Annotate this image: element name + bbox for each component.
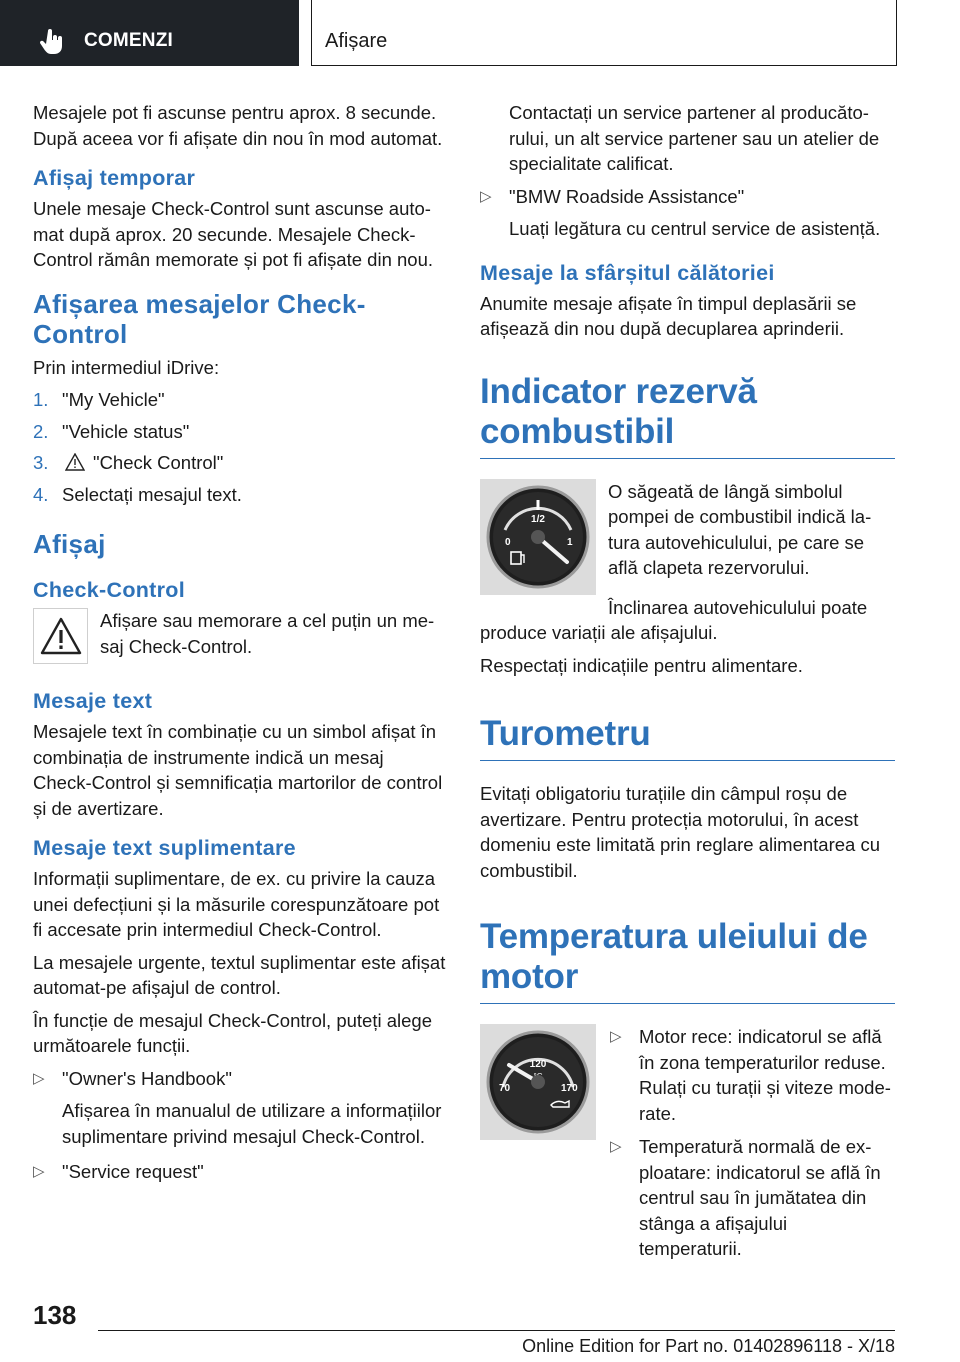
chapter-tab[interactable]: [0, 0, 299, 66]
triangle-bullet-icon: ▷: [33, 1163, 45, 1180]
list-item-text: "Owner's Handbook": [62, 1067, 232, 1089]
list-item-text: Temperatură normală de exploatare: indicatorul se află în centrul sau în jumătatea din stânga a afișajului temperaturii.: [639, 1136, 881, 1259]
end-of-trip-paragraph: Anumite mesaje afișate în timpul deplasării se afișează din nou după decuplarea aprinderii.: [480, 292, 857, 339]
step-item: [33, 450, 447, 476]
triangle-bullet-icon: ▷: [610, 1028, 622, 1045]
text-messages-paragraph: Mesajele text în combinație cu un simbol afișat în combinația de instrumente indică un mesaj Check-Control și semnificația martorilor de control și de avertizare.: [33, 721, 443, 819]
fuel-gauge-icon: [483, 482, 593, 592]
heading-display-check-control: Afișarea mesajelor Check-Control: [33, 288, 366, 349]
warning-triangle-icon: [39, 616, 83, 656]
oil-gauge-label-mid: 120: [529, 1059, 547, 1070]
idrive-paragraph: Prin intermediul iDrive:: [33, 356, 220, 378]
oil-temperature-gauge-icon: [483, 1027, 593, 1137]
footer-divider: [98, 1330, 895, 1331]
fuel-section-heading-block: [480, 372, 895, 459]
heading-temporary-display: Afișaj temporar: [33, 166, 196, 190]
temporary-display-paragraph: Unele mesaje Check-Control sunt ascunse automat după aprox. 20 secunde. Mesajele Check-Control rămân memorate și pot fi afișate din nou.: [33, 198, 433, 270]
heading-fuel-reserve: Indicator rezervă combustibil: [480, 371, 757, 451]
fuel-gauge-image: [480, 479, 596, 595]
list-item: [480, 184, 895, 210]
left-column: [33, 100, 447, 1192]
step-text: "My Vehicle": [62, 389, 165, 410]
step-item: [33, 482, 447, 508]
list-item-text: "BMW Roadside Assistance": [509, 185, 745, 207]
warning-triangle-icon: [65, 453, 85, 471]
step-item: [33, 419, 447, 445]
section-title: Afișare: [325, 30, 388, 52]
list-item: [33, 1159, 447, 1185]
heading-oil-temperature: Temperatura uleiului de motor: [480, 917, 868, 996]
oil-gauge-label-low: 70: [499, 1083, 511, 1094]
heading-text-messages: Mesaje text: [33, 689, 153, 713]
fuel-gauge-figure: [480, 479, 895, 595]
oil-section-heading-block: [480, 917, 895, 1004]
list-item: [610, 1134, 895, 1262]
triangle-bullet-icon: ▷: [480, 187, 492, 205]
check-control-paragraph: Afișare sau memorare a cel puțin un mesaj Check-Control.: [100, 610, 435, 657]
step-number: 2.: [33, 420, 49, 442]
contact-paragraph: Contactați un service partener al producătorului, un alt service partener sau un atelier de specialitate calificat.: [509, 102, 880, 174]
page-number: 138: [33, 1300, 77, 1330]
heading-tachometer: Turometru: [480, 714, 651, 753]
step-text: "Check Control": [93, 452, 224, 473]
steps-list: [33, 387, 447, 507]
check-control-figure: [33, 608, 447, 666]
right-column: [480, 100, 895, 1275]
step-text: Selectați mesajul text.: [62, 483, 242, 505]
step-item: [33, 387, 447, 413]
list-item-text: Motor rece: indicatorul se află în zona temperaturilor reduse. Rulați cu turații și viteze moderate.: [639, 1026, 891, 1124]
oil-gauge-image: [480, 1024, 596, 1140]
tachometer-paragraph: Evitați obligatoriu turațiile din câmpul roșu de avertizare. Pentru protecția motorului, în acest domeniu este limitată prin reglare alimentarea cu combustibil.: [480, 783, 881, 881]
step-number: 4.: [33, 483, 49, 505]
step-number: 1.: [33, 389, 49, 410]
additional-text-paragraph-1: Informații suplimentare, de ex. cu privire la cauza unei defecțiuni și la măsurile corespunzătoare pot fi accesate prin intermediul Check-Control.: [33, 868, 440, 940]
assistance-list: [480, 184, 895, 242]
list-item-description: Luați legătura cu centrul service de asistență.: [509, 218, 881, 239]
heading-check-control: Check-Control: [33, 578, 186, 602]
list-item: [610, 1024, 895, 1126]
heading-additional-text: Mesaje text suplimentare: [33, 836, 296, 860]
oil-temperature-list: [610, 1024, 895, 1269]
step-number: 3.: [33, 452, 49, 473]
heading-end-of-trip: Mesaje la sfârșitul călătoriei: [480, 260, 775, 285]
fuel-gauge-label-empty: 0: [505, 536, 511, 548]
step-text: "Vehicle status": [62, 420, 190, 442]
function-list: [33, 1066, 447, 1185]
fuel-paragraph-1: O săgeată de lângă simbolul pompei de combustibil indică latura autovehiculului, pe care se află clapeta rezervorului.: [608, 480, 872, 578]
tach-section-heading-block: [480, 714, 895, 761]
oil-gauge-figure: [480, 1024, 895, 1269]
fuel-gauge-label-half: 1/2: [531, 513, 545, 525]
hand-pointer-icon: [38, 27, 66, 55]
oil-gauge-label-high: 170: [561, 1083, 578, 1094]
fuel-paragraph-2: Înclinarea autovehiculului poate produce variații ale afișajului.: [480, 596, 868, 643]
additional-text-paragraph-2: La mesajele urgente, textul suplimentar este afișat automat-pe afișajul de control.: [33, 951, 446, 998]
warning-symbol-box: [33, 608, 88, 664]
heading-display: Afișaj: [33, 529, 106, 559]
section-header-box: [311, 0, 897, 66]
list-item-text: "Service request": [62, 1161, 204, 1182]
triangle-bullet-icon: ▷: [610, 1138, 622, 1155]
list-item-description: Afișarea în manualul de utilizare a informațiilor suplimentare privind mesajul Check-Control.: [62, 1100, 442, 1147]
intro-paragraph: Mesajele pot fi ascunse pentru aprox. 8 secunde. După aceea vor fi afișate din nou în mod automat.: [33, 102, 443, 149]
footer-edition-text: Online Edition for Part no. 01402896118 - X/18: [522, 1336, 895, 1356]
fuel-gauge-label-full: 1: [567, 536, 573, 548]
fuel-paragraph-3: Respectați indicațiile pentru alimentare.: [480, 654, 803, 676]
list-item: [33, 1066, 447, 1092]
additional-text-paragraph-3: În funcție de mesajul Check-Control, puteți alege următoarele funcții.: [33, 1009, 432, 1056]
chapter-tab-label: COMENZI: [84, 30, 174, 51]
triangle-bullet-icon: ▷: [33, 1069, 45, 1087]
